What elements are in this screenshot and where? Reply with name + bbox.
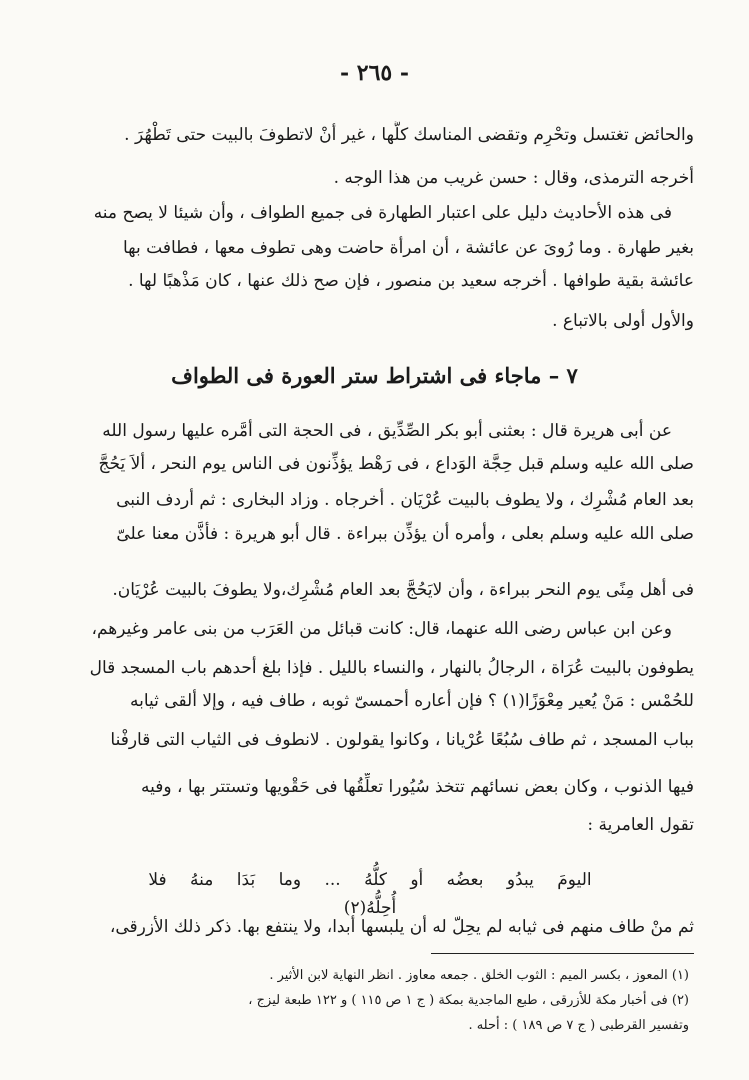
- text-line: بباب المسجد ، ثم طاف سُبُعًا عُرْيانا ، وكانوا يقولون . لانطوف فى الثياب التى قارفْنا: [110, 730, 694, 750]
- text-line: والأول أولى بالاتباع .: [552, 311, 694, 331]
- footnote: (١) المعوز ، بكسر الميم : الثوب الخلق . جمعه معاوز . انظر النهاية لابن الأثير .: [269, 968, 689, 983]
- text-line: صلى الله عليه وسلم قبل حِجَّة الوَداع ، فى رَهْط يؤذِّنون فى الناس يوم النحر ، ألاَ يَحُجَّ: [98, 454, 694, 474]
- section-heading: ٧ – ماجاء فى اشتراط ستر العورة فى الطواف: [171, 363, 578, 388]
- text-line: وعن ابن عباس رضى الله عنهما، قال: كانت قبائل من العَرَب من بنى عامر وغيرهم،: [91, 619, 672, 639]
- text-line: ثم منْ طاف منهم فى ثيابه لم يحِلّ له أن يلبسها أبدا، ولا ينتفع بها. ذكر ذلك الأزرقى،: [109, 917, 694, 937]
- text-line: بعد العام مُشْرِك ، ولا يطوف بالبيت عُرْيَان . أخرجاه . وزاد البخارى : ثم أردف النبى: [116, 490, 694, 510]
- footnote: (٢) فى أخبار مكة للأزرقى ، طبع الماجدية بمكة ( ج ١ ص ١١٥ ) و ١٢٢ طبعة ليزج ،: [248, 993, 689, 1008]
- text-line: فى هذه الأحاديث دليل على اعتبار الطهارة فى جميع الطواف ، وأن شيئا لا يصح منه: [93, 203, 672, 223]
- footnote-divider: [431, 953, 694, 954]
- text-line: يطوفون بالبيت عُرَاة ، الرجالُ بالنهار ، والنساء بالليل . فإذا بلغ أحدهم باب المسجد قال: [89, 658, 694, 678]
- poetry-verse: اليومَ يبدُو بعضُه أو كلُّهُ ... وما بَدَا منهُ فلا أُحِلُّهُ(٢): [148, 870, 592, 918]
- text-line: بغير طهارة . وما رُوىَ عن عائشة ، أن امرأة حاضت وهى تطوف معها ، فطافت بها: [122, 238, 694, 258]
- text-line: فيها الذنوب ، وكان بعض نسائهم تتخذ سُيُورا تعلِّقُها فى حَقْويها وتستتر بها ، وفيه: [141, 777, 694, 797]
- page-number: - ٢٦٥ -: [339, 60, 410, 86]
- text-line: فى أهل مِنًى يوم النحر ببراءة ، وأن لايَحُجَّ بعد العام مُشْرِك،ولا يطوفَ بالبيت عُرْيَان.: [112, 580, 694, 600]
- text-line: أخرجه الترمذى، وقال : حسن غريب من هذا الوجه .: [333, 168, 694, 188]
- text-line: للحُمْس : مَنْ يُعير مِعْوَزًا(١) ؟ فإن أعاره أحمسىّ ثوبه ، طاف فيه ، وإلا ألقى ثيابه: [130, 691, 694, 711]
- footnote: وتفسير القرطبى ( ج ٧ ص ١٨٩ ) : أحله .: [468, 1018, 689, 1033]
- text-line: صلى الله عليه وسلم بعلى ، وأمره أن يؤذِّن ببراءة . قال أبو هريرة : فأذَّن معنا علىّ: [116, 524, 694, 544]
- text-line: تقول العامرية :: [587, 815, 694, 835]
- text-line: عن أبى هريرة قال : بعثنى أبو بكر الصِّدِّيق ، فى الحجة التى أمَّره عليها رسول الله: [102, 421, 672, 441]
- text-line: والحائض تغتسل وتحْرِم وتقضى المناسك كلَّها ، غير أنْ لاتطوفَ بالبيت حتى تَطْهُرَ .: [124, 125, 694, 145]
- text-line: عائشة بقية طوافها . أخرجه سعيد بن منصور ، فإن صح ذلك عنها ، كان مَذْهبًا لها .: [128, 271, 694, 291]
